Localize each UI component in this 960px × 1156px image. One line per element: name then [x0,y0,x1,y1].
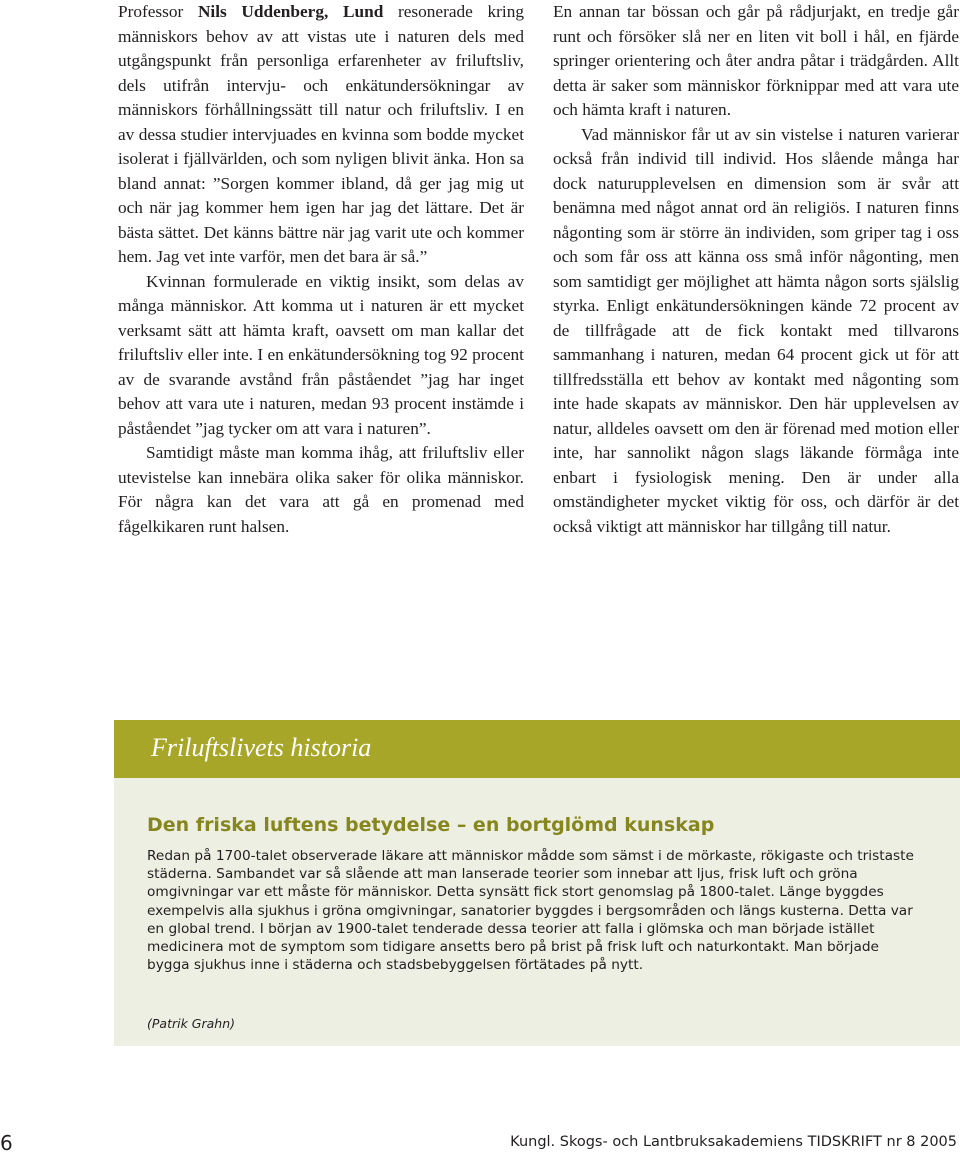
right-paragraph-2: Vad människor får ut av sin vistelse i naturen varierar också från individ till individ. Hos slående många har dock naturupplevelsen en dimension som är svår att benämna med något annat ord än religiös. I naturen finns någonting som är större än individen, som griper tag i oss och som får oss att känna oss små inför någonting, men som samtidigt ger möjlighet att hämta någon sorts själslig styrka. Enligt enkätundersökningen kände 72 procent av de tillfrågade att de fick kontakt med tillvarons sammanhang i naturen, medan 64 procent gick ut för att tillfredsställa ett behov av kontakt med någonting som inte hade skapats av människor. Den här upplevelsen av natur, alldeles oavsett om den är förenad med motion eller inte, har sannolikt någon slags läkande förmåga inte enbart i fysiologisk mening. Den är under alla omständigheter mycket viktig för oss, och därför är det också viktigt att människor har tillgång till natur. [553,124,959,536]
sidebar-title: Friluftslivets historia [151,733,372,762]
sidebar-header-bar [114,720,960,778]
sidebar-subtitle: Den friska luftens betydelse – en bortglömd kunskap [147,814,715,836]
journal-footer: Kungl. Skogs- och Lantbruksakademiens TIDSKRIFT nr 8 2005 [510,1134,957,1150]
professor-name: Nils Uddenberg, Lund [197,2,384,21]
professor-prefix: Professor [118,2,198,21]
sidebar-body-text: Redan på 1700-talet observerade läkare att människor mådde som sämst i de mörkaste, rökigaste och tristaste städerna. Sambandet var så slående att man lanserade teorier som innebar att ljus, frisk luft och gröna omgivningar var ett måste för människor. Detta synsätt fick stort genomslag på 1800-talet. Länge byggdes exempelvis alla sjukhus i gröna omgivningar, sanatorier byggdes i bergsområden och längs kusterna. Detta var en global trend. I början av 1900-talet tenderade dessa teorier att falla i glömska och man började istället medicinera mot de symptom som tidigare ansetts bero på brist på frisk luft och naturkontakt. Man började bygga sjukhus inne i städerna och stadsbebyggelsen förtätades på nytt. [147,848,914,974]
left-paragraph-3: Samtidigt måste man komma ihåg, att friluftsliv eller utevistelse kan innebära olika saker för olika människor. För några kan det vara att gå en promenad med fågelkikaren runt halsen. [118,443,524,536]
right-paragraph-1: En annan tar bössan och går på rådjurjakt, en tredje går runt och försöker slå ner en liten vit boll i hål, en fjärde springer orientering och åter andra påtar i trädgården. Allt detta är saker som människor förknippar med att vara ute och hämta kraft i naturen. [553,2,959,119]
sidebar-author-credit: (Patrik Grahn) [147,1016,236,1031]
left-paragraph-1 [118,0,524,270]
history-sidebar-box [114,720,960,1046]
left-paragraph-2: Kvinnan formulerade en viktig insikt, som delas av många människor. Att komma ut i naturen är ett mycket verksamt sätt att hämta kraft, oavsett om man kallar det friluftsliv eller inte. I en enkätundersökning tog 92 procent av de svarande avstånd från påståendet ”jag har inget behov att vara ute i naturen, medan 93 procent instämde i påståendet ”jag tycker om att vara i naturen”. [118,271,524,438]
left-paragraph-1-text: resonerade kring människors behov av att vistas ute i naturen dels med utgångspunkt från personliga erfarenheter av friluftsliv, dels utifrån intervju- och enkätundersökningar av människors förhållningssätt till natur och friluftsliv. I en av dessa studier intervjuades en kvinna som bodde mycket isolerat i fjällvärlden, och som nyligen blivit änka. Hon sa bland annat: ”Sorgen kommer ibland, då ger jag mig ut och när jag kommer hem igen har jag det lättare. Det är bästa sättet. Det känns bättre när jag varit ute och kommer hem. Jag vet inte varför, men det bara är så.” [118,2,524,266]
right-text-column [553,0,959,539]
page-number: 6 [0,1131,13,1155]
left-text-column [118,0,524,539]
